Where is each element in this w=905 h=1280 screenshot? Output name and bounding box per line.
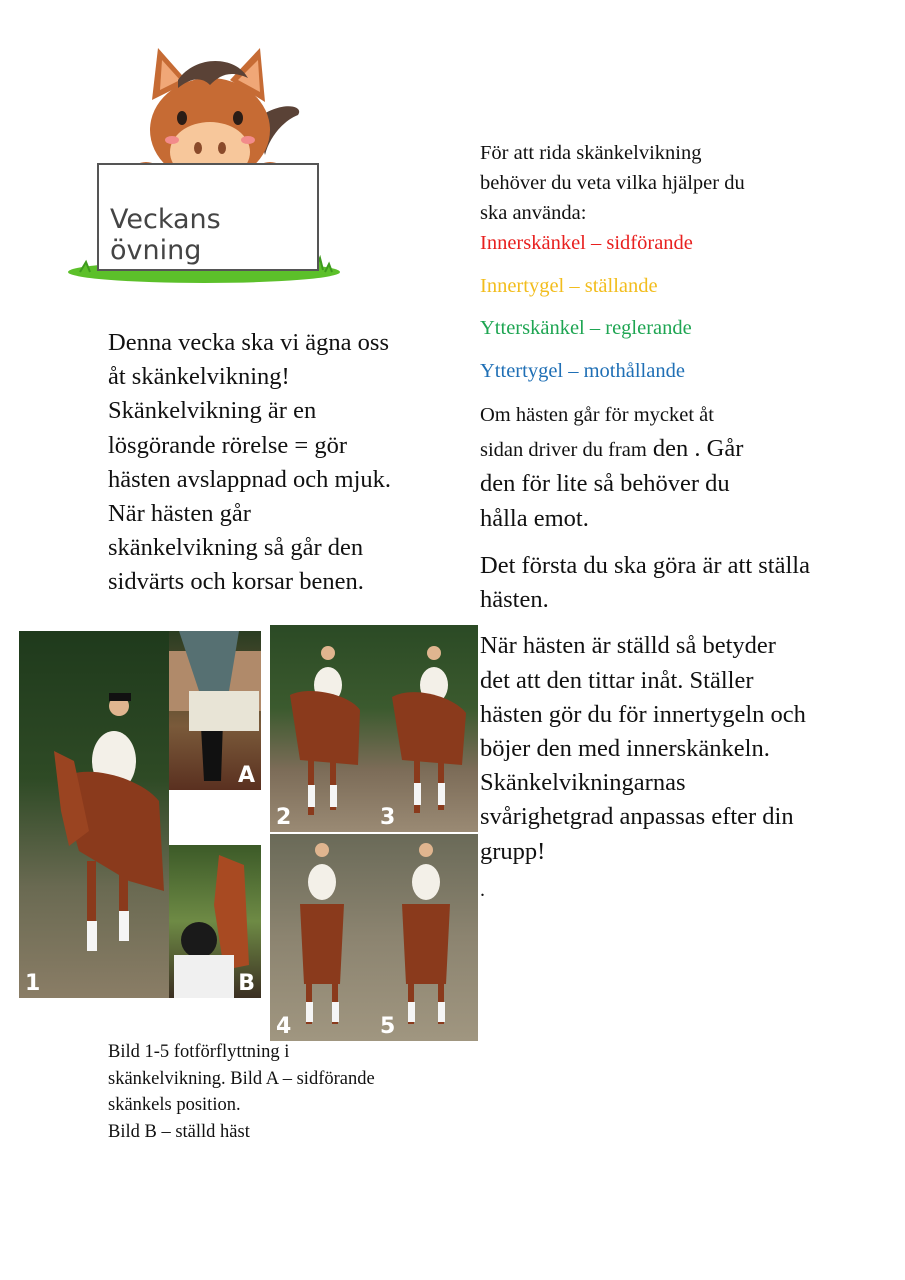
photo-a xyxy=(169,631,261,790)
paragraph-positioned-horse: När hästen är ställd så betyder det att den tittar inåt. Ställer hästen gör du för innertygeln och böjer den med innerskänkeln. Skänkelvikningarnas svårighetgrad anpassas efter din grupp! xyxy=(480,632,806,865)
caption-line: skänkelvikning. Bild A – sidförande xyxy=(108,1068,375,1089)
intro-line: Denna vecka ska vi ägna oss xyxy=(108,329,389,356)
heading-line: För att rida skänkelvikning xyxy=(480,142,702,164)
rider-horse-icon xyxy=(374,834,478,1041)
intro-line: skänkelvikning så går den xyxy=(108,534,364,562)
caption-line: skänkels position. xyxy=(108,1095,241,1115)
caption-line: Bild B – ställd häst xyxy=(108,1121,250,1142)
intro-line: När hästen går xyxy=(108,500,251,528)
caption-line: Bild 1-5 fotförflyttning i xyxy=(108,1042,290,1062)
veckans-ovning-logo xyxy=(60,40,360,300)
aid-inner-leg: Innerskänkel – sidförande xyxy=(480,232,693,254)
rider-horse-icon xyxy=(270,625,374,832)
photo-caption xyxy=(108,1039,448,1145)
intro-line: Skänkelvikning är en xyxy=(108,397,317,425)
intro-line: lösgörande rörelse = gör xyxy=(108,431,348,459)
photo-1 xyxy=(19,631,169,998)
aid-outer-rein: Yttertygel – mothållande xyxy=(480,359,685,382)
intro-line: åt skänkelvikning! xyxy=(108,363,290,391)
photo-label: B xyxy=(238,971,255,996)
paragraph-too-much-sideways xyxy=(480,398,810,537)
rider-horse-icon xyxy=(374,625,478,832)
aid-inner-rein: Innertygel – ställande xyxy=(480,274,658,297)
photo-b xyxy=(169,845,261,998)
photo-3 xyxy=(374,625,478,832)
heading-line: behöver du veta vilka hjälper du xyxy=(480,172,745,194)
intro-text xyxy=(108,326,448,600)
photo-4 xyxy=(270,834,374,1041)
sign-text: Veckans övning xyxy=(110,204,221,266)
p1-text: Om hästen går för mycket åt xyxy=(480,404,714,426)
photo-label: 1 xyxy=(25,971,41,996)
right-column xyxy=(480,138,810,902)
photo-label: 2 xyxy=(276,805,292,830)
photo-5 xyxy=(374,834,478,1041)
p1-text: hålla emot. xyxy=(480,505,589,532)
photo-2 xyxy=(270,625,374,832)
paragraph-first-step: Det första du ska göra är att ställa hästen. xyxy=(480,552,810,614)
photo-label: 5 xyxy=(380,1014,396,1039)
trailing-dot: . xyxy=(480,878,485,901)
photo-label: 3 xyxy=(380,805,396,830)
p1-text: den . Går xyxy=(646,435,744,462)
rider-horse-icon xyxy=(270,834,374,1041)
photo-label: A xyxy=(237,763,255,788)
intro-line: sidvärts och korsar benen. xyxy=(108,568,364,596)
p1-text: sidan driver du fram xyxy=(480,439,647,461)
intro-line: hästen avslappnad och mjuk. xyxy=(108,465,392,493)
p1-text: den för lite så behöver du xyxy=(480,470,730,497)
rider-horse-icon xyxy=(19,631,169,998)
photo-label: 4 xyxy=(276,1014,292,1039)
heading-line: ska använda: xyxy=(480,202,587,224)
aid-outer-leg: Ytterskänkel – reglerande xyxy=(480,317,692,339)
